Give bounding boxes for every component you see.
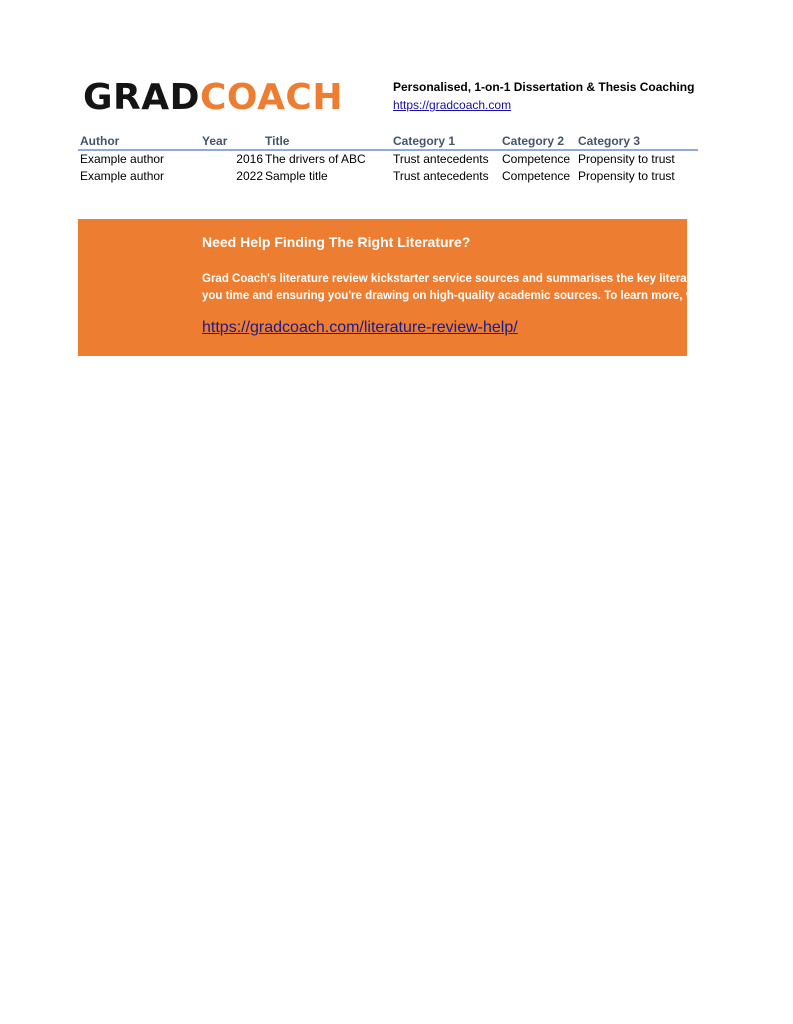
- logo-text-coach: COACH: [200, 77, 343, 118]
- gradcoach-logo: [83, 78, 343, 118]
- cell-category-3: Propensity to trust: [578, 169, 675, 183]
- column-header-category-1: Category 1: [393, 134, 456, 148]
- column-header-year: Year: [202, 134, 228, 148]
- cell-title: Sample title: [265, 169, 328, 183]
- banner-body-line-2: you time and ensuring you're drawing on high-quality academic sources. To learn more, visit the link below.: [202, 290, 791, 302]
- banner-body-line-1: Grad Coach's literature review kickstarter service sources and summarises the key literature for you, saving: [202, 273, 793, 285]
- cell-category-2: Competence: [502, 152, 571, 166]
- column-header-author: Author: [80, 134, 120, 148]
- literature-help-banner: [78, 219, 793, 356]
- cell-author: Example author: [80, 152, 165, 166]
- column-header-category-3: Category 3: [578, 134, 641, 148]
- banner-body: [202, 271, 793, 305]
- literature-table: [78, 133, 698, 185]
- literature-review-help-link[interactable]: https://gradcoach.com/literature-review-help/: [202, 319, 518, 336]
- table-row: [78, 168, 698, 185]
- column-header-title: Title: [265, 134, 290, 148]
- cell-category-2: Competence: [502, 169, 571, 183]
- table-row: [78, 151, 698, 168]
- tagline: Personalised, 1-on-1 Dissertation & Thesis Coaching: [393, 80, 695, 94]
- cell-author: Example author: [80, 169, 165, 183]
- spreadsheet-page: [78, 60, 793, 380]
- cell-category-3: Propensity to trust: [578, 152, 675, 166]
- cell-category-1: Trust antecedents: [393, 169, 489, 183]
- cell-title: The drivers of ABC: [265, 152, 366, 166]
- banner-title: Need Help Finding The Right Literature?: [202, 234, 471, 250]
- gradcoach-site-link[interactable]: https://gradcoach.com: [393, 98, 512, 112]
- column-header-category-2: Category 2: [502, 134, 565, 148]
- logo-text-grad: GRAD: [83, 77, 201, 118]
- cell-category-1: Trust antecedents: [393, 152, 489, 166]
- table-header-row: [78, 133, 698, 151]
- cell-year: 2016: [236, 152, 263, 166]
- cell-year: 2022: [236, 169, 263, 183]
